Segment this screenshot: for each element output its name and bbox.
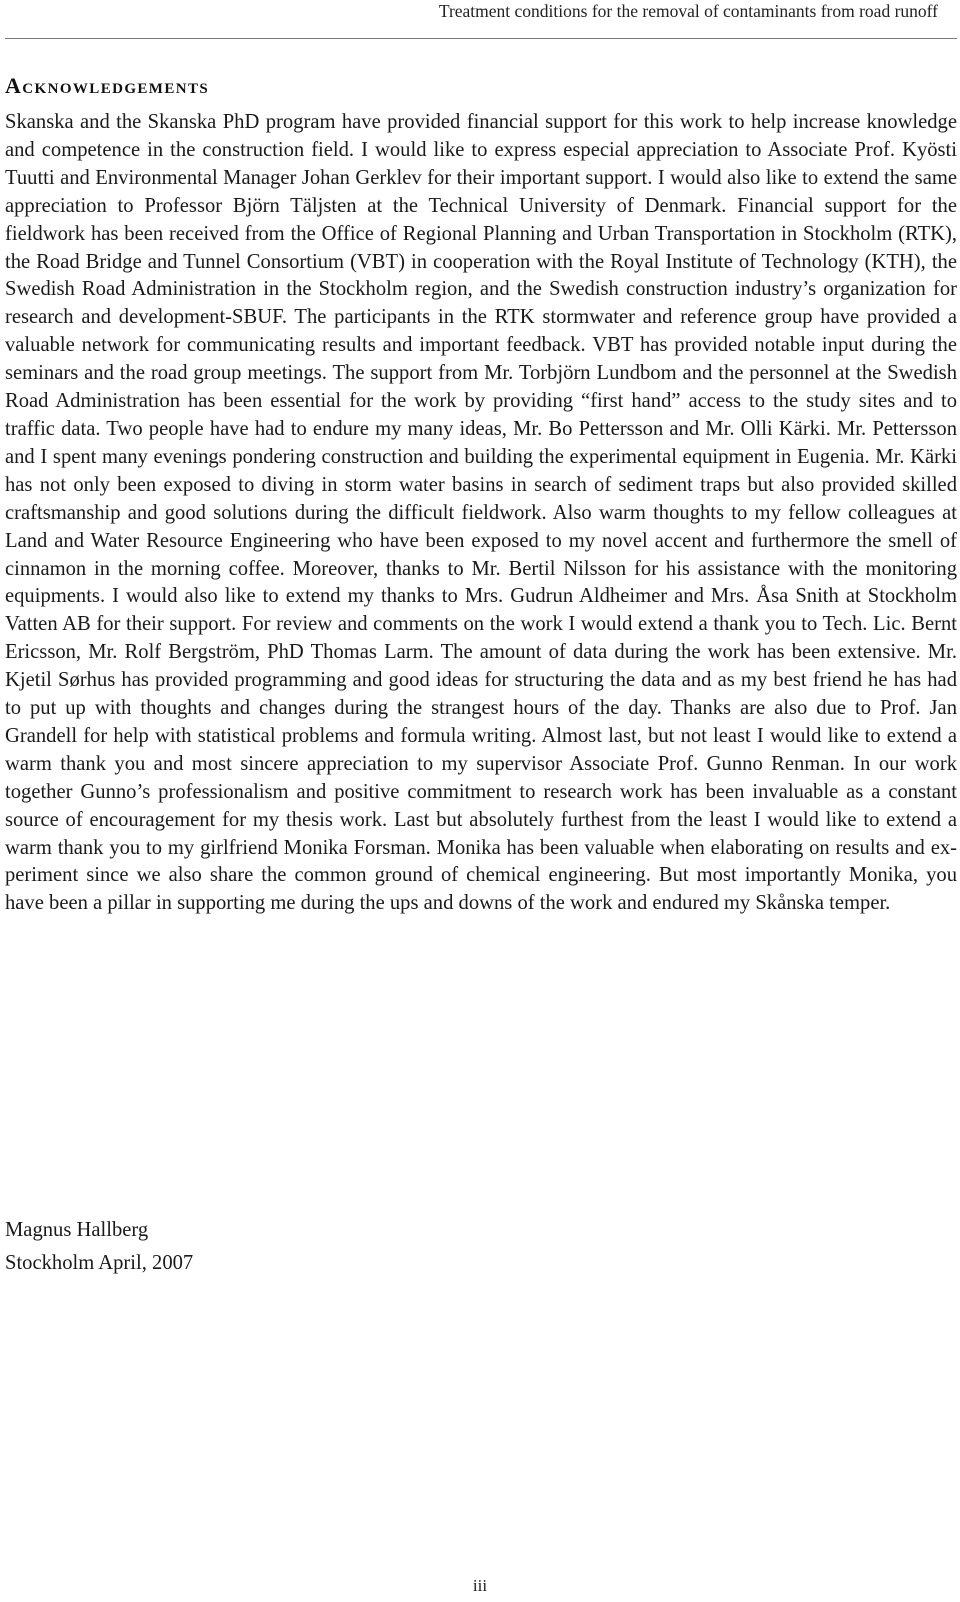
page-number: iii [472, 1576, 488, 1595]
place-and-date: Stockholm April, 2007 [5, 1252, 194, 1274]
header-divider [5, 38, 957, 39]
signature-block [5, 1214, 193, 1280]
running-header: Treatment conditions for the removal of contaminants from road runoff [438, 1, 938, 21]
author-name: Magnus Hallberg [5, 1219, 149, 1241]
section-heading: Acknowledgements [5, 73, 210, 98]
acknowledgements-paragraph: Skanska and the Skanska PhD program have provided financial support for this work to help increase knowledge and competence in the construction field. I would like to express especial appreciation to Associate Prof. Kyösti Tuutti and Environmental Manager Johan Gerklev for their important support. I would also like to extend the same appreciation to Professor Björn Täljsten at the Technical University of Denmark. Financial support for the fieldwork has been received from the Office of Regional Planning and Urban Transportation in Stockholm (RTK), the Road Bridge and Tunnel Consortium (VBT) in cooperation with the Royal Institute of Technology (KTH), the Swedish Road Administration in the Stockholm region, and the Swedish construction industry’s organization for research and development-SBUF. The participants in the RTK stormwater and reference group have provided a valuable network for communicating results and important feedback. VBT has provided notable input during the seminars and the road group meetings. The support from Mr. Torbjörn Lundbom and the personnel at the Swedish Road Administration has been essential for the work by providing “first hand” access to the study sites and to traffic data. Two people have had to endure my many ideas, Mr. Bo Pettersson and Mr. Olli Kärki. Mr. Pettersson and I spent many evenings pondering construction and building the experimental equipment in Eugenia. Mr. Kärki has not only been exposed to diving in storm water basins in search of sediment traps but also provided skilled craftsmanship and good solutions during the difficult fieldwork. Also warm thoughts to my fellow colleagues at Land and Water Resource Engineering who have been exposed to my novel accent and furthermore the smell of cinnamon in the morning coffee. Moreover, thanks to Mr. Bertil Nilsson for his assistance with the monitoring equipments. I would also like to extend my thanks to Mrs. Gudrun Aldheimer and Mrs. Åsa Snith at Stockholm Vatten AB for their support. For review and comments on the work I would extend a thank you to Tech. Lic. Bernt Ericsson, Mr. Rolf Bergström, PhD Thomas Larm. The amount of data during the work has been extensive. Mr. Kjetil Sørhus has provided programming and good ideas for structuring the data and as my best friend he has had to put up with thoughts and changes during the strangest hours of the day. Thanks are also due to Prof. Jan Grandell for help with statistical problems and formula writing. Almost last, but not least I would like to extend a warm thank you and most sincere appreciation to my supervisor Associate Prof. Gunno Renman. In our work together Gunno’s professionalism and positive commitment to research work has been invaluable as a constant source of encouragement for my thesis work. Last but absolutely furthest from the least I would like to extend a warm thank you to my girlfriend Monika Forsman. Monika has been valuable when elaborating on results and experiment since we also share the common ground of chemical engineering. But most importantly Monika, you have been a pillar in supporting me during the ups and downs of the work and endured my Skånska temper. [5, 111, 957, 915]
